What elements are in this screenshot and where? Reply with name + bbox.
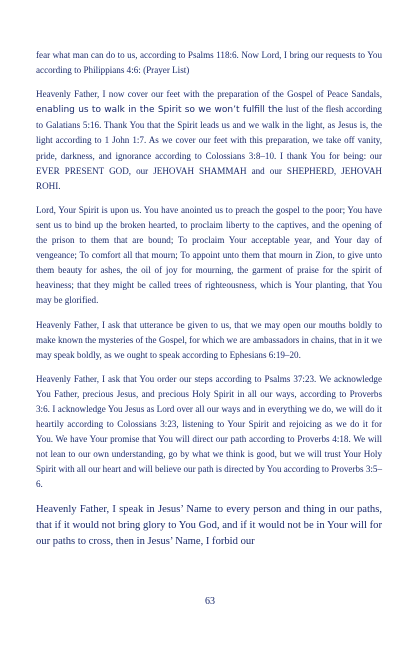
- paragraph-2-text-end: lust of the flesh according to Galatians 5:16. Thank You that the Spirit leads us and we walk in the light, as Jesus is, the light according to 1 John 1:7. As we cover our feet with this preparation, we take off vanity, pride, darkness, and ignorance according to Colossians 3:8–10. I thank You for being: our EVER PRESENT GOD, our JEHOVAH SHAMMAH and our SHEPHERD, JEHOVAH ROHI.: [36, 104, 382, 191]
- paragraph-2-bold-text: enabling us to walk in the Spirit so we won’t fulfill the: [36, 105, 283, 116]
- page-body: [36, 48, 382, 559]
- paragraph-4: Heavenly Father, I ask that utterance be given to us, that we may open our mouths boldly to make known the mysteries of the Gospel, for which we are ambassadors in chains, that in it we may speak boldly, as we ought to speak according to Ephesians 6:19–20.: [36, 319, 382, 360]
- page-number: 63: [205, 596, 215, 607]
- paragraph-1: fear what man can do to us, according to Psalms 118:6. Now Lord, I bring our requests to You according to Philippians 4:6: (Prayer List): [36, 50, 382, 76]
- paragraph-2: [36, 87, 382, 194]
- paragraph-5: Heavenly Father, I ask that You order our steps according to Psalms 37:23. We acknowledge You Father, precious Jesus, and precious Holy Spirit in all our ways, according to Proverbs 3:6. I acknowledge You Jesus as Lord over all our ways and in everything we do, we will do it heartily according to Colossians 3:23, listening to Your Spirit and rejoicing as we do it for You. We have Your promise that You will direct our path according to Proverbs 4:18. We will not lean to our own understanding, go by what we think is good, but we will trust Your Holy Spirit with all our heart and will believe our path is directed by You according to Proverbs 3:5–6.: [36, 373, 383, 490]
- paragraph-2-text-start: Heavenly Father, I now cover our feet with the preparation of the Gospel of Peace Sandals,: [36, 89, 382, 100]
- paragraph-6: Heavenly Father, I speak in Jesus’ Name to every person and thing in our paths, that if it would not bring glory to You God, and if it would not be in Your will for our paths to cross, then in Jesus’ Name, I forbid our: [36, 503, 382, 547]
- paragraph-3: Lord, Your Spirit is upon us. You have anointed us to preach the gospel to the poor; You have sent us to bind up the broken hearted, to proclaim liberty to the captives, and the opening of the prison to them that are bound; To proclaim Your acceptable year, and Your day of vengeance; To comfort all that mourn; To appoint unto them that mourn in Zion, to give unto them beauty for ashes, the oil of joy for mourning, the garment of praise for the spirit of heaviness; that they might be called trees of righteousness, which is Your planting, that You may be glorified.: [36, 204, 382, 306]
